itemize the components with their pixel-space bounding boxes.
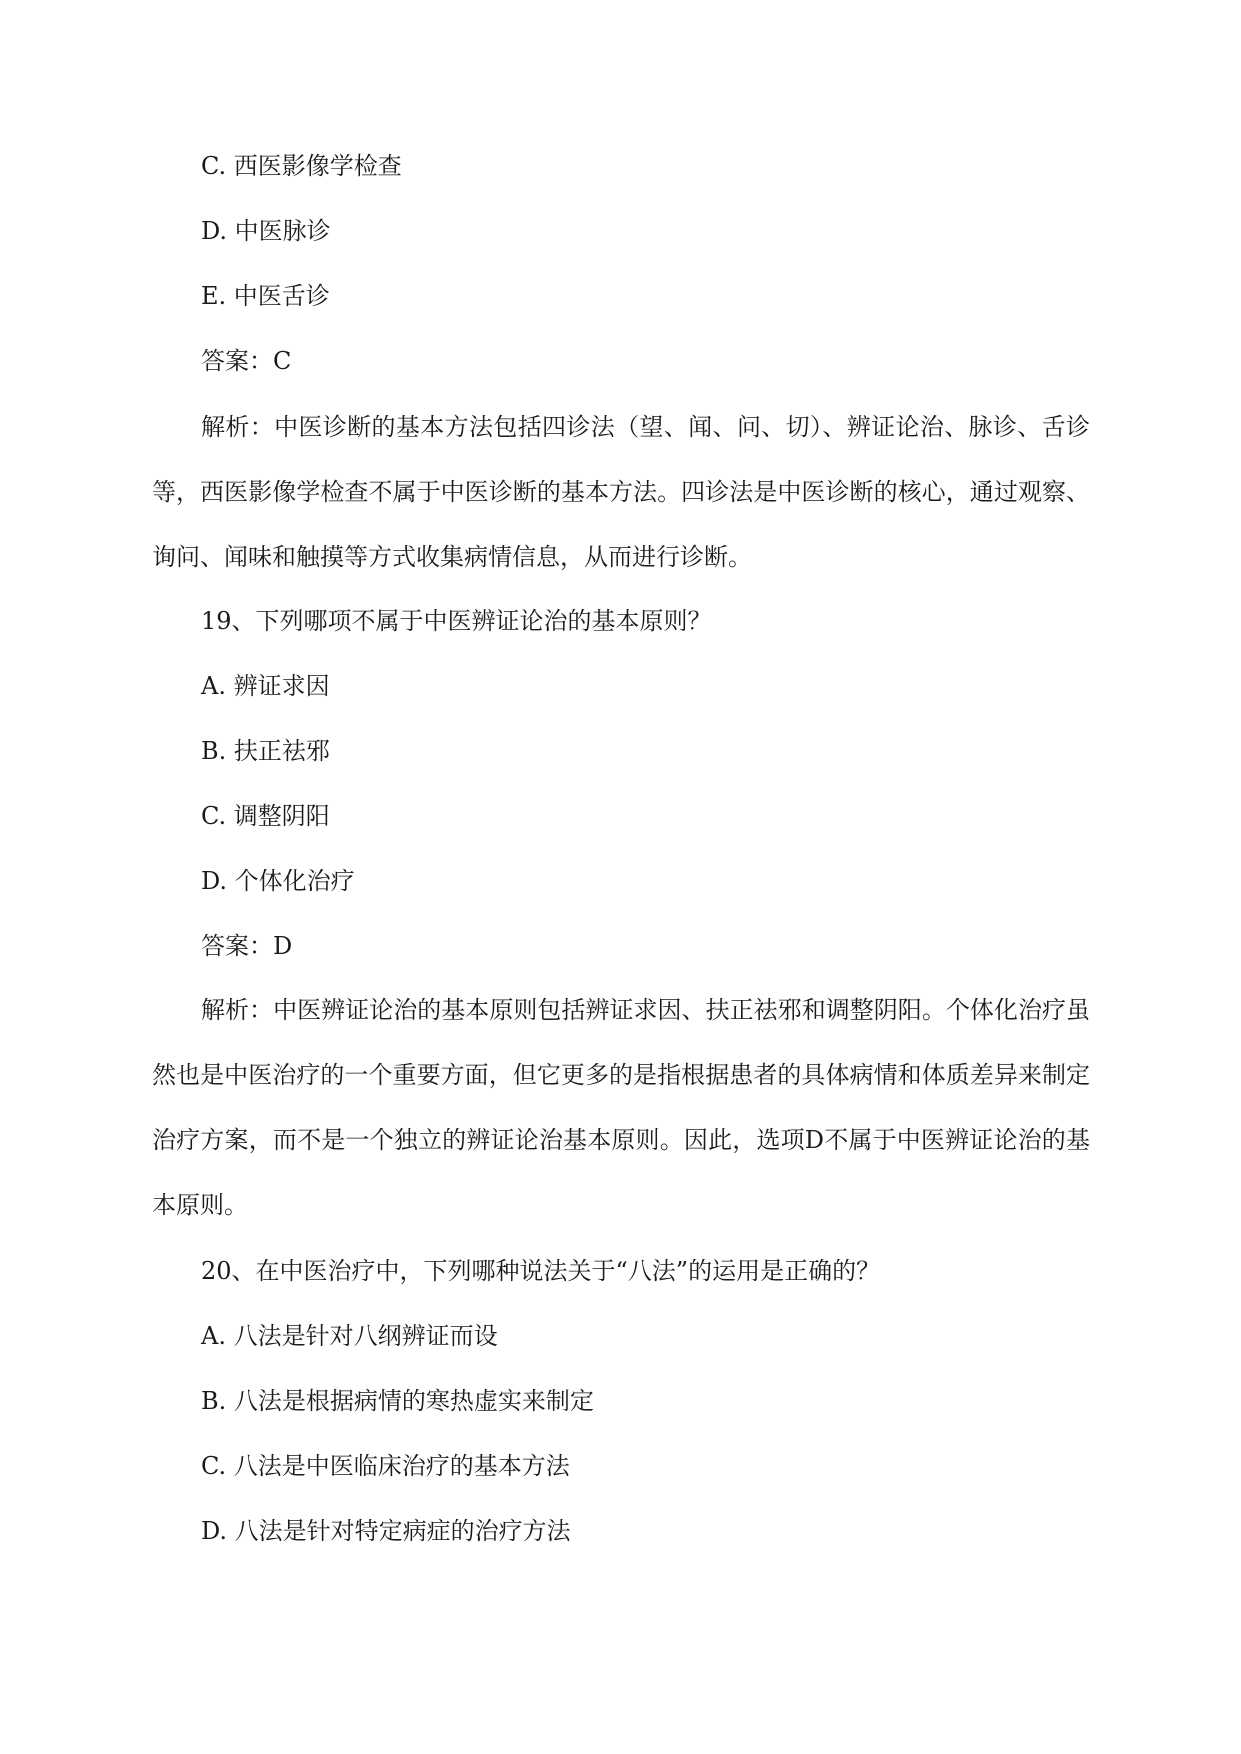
q19-analysis: 解析：中医辨证论治的基本原则包括辨证求因、扶正祛邪和调整阴阳。个体化治疗虽然也是中医治疗的一个重要方面，但它更多的是指根据患者的具体病情和体质差异来制定治疗方案，而不是一个独立的辨证论治基本原则。因此，选项D不属于中医辨证论治的基本原则。 (152, 996, 1090, 1219)
q20-option-b: B. 八法是根据病情的寒热虚实来制定 (201, 1387, 594, 1415)
q20-question: 20、在中医治疗中，下列哪种说法关于“八法”的运用是正确的？ (201, 1257, 881, 1285)
q19-option-b: B. 扶正祛邪 (201, 737, 330, 765)
q18-analysis: 解析：中医诊断的基本方法包括四诊法（望、闻、问、切）、辨证论治、脉诊、舌诊等，西医影像学检查不属于中医诊断的基本方法。四诊法是中医诊断的核心，通过观察、询问、闻味和触摸等方式收集病情信息，从而进行诊断。 (152, 413, 1090, 571)
q20-option-d: D. 八法是针对特定病症的治疗方法 (201, 1517, 571, 1545)
q18-answer: 答案：C (201, 347, 292, 375)
q19-option-c: C. 调整阴阳 (201, 802, 330, 830)
q19-option-a: A. 辨证求因 (201, 672, 330, 700)
q20-option-a: A. 八法是针对八纲辨证而设 (201, 1322, 498, 1350)
q18-option-c: C. 西医影像学检查 (201, 152, 402, 180)
q18-option-e: E. 中医舌诊 (201, 282, 330, 310)
q19-option-d: D. 个体化治疗 (201, 867, 355, 895)
q18-option-d: D. 中医脉诊 (201, 217, 331, 245)
q20-option-c: C. 八法是中医临床治疗的基本方法 (201, 1452, 570, 1480)
q19-question: 19、下列哪项不属于中医辨证论治的基本原则？ (201, 607, 712, 635)
q19-answer: 答案：D (201, 932, 293, 960)
